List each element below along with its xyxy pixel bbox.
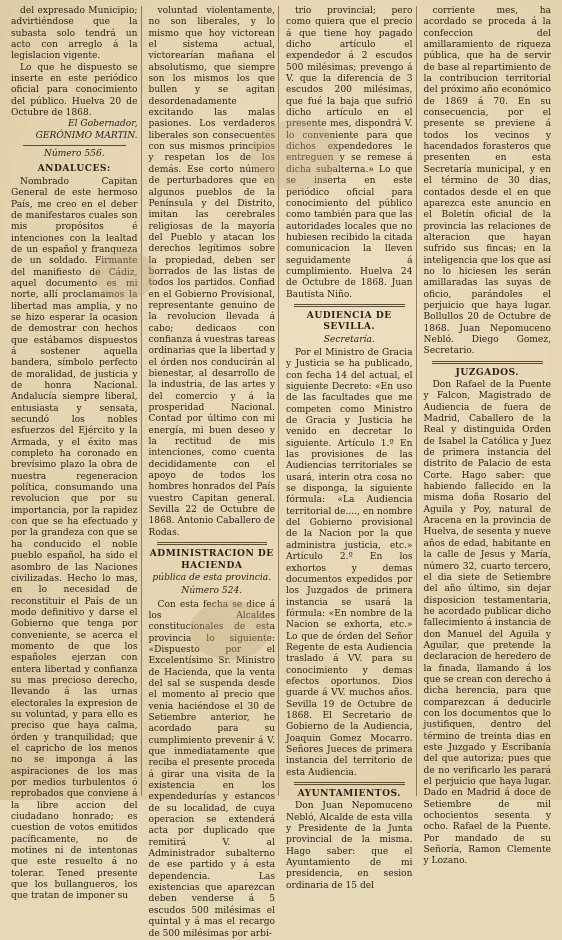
section-number: Número 556. [43,149,105,160]
signature-title: El Gobernador, [67,119,138,130]
body-text: Con esta fecha se dice á los Alcaldes constitucionales de esta provincia lo siguiente: «Dispuesto por el Excelentísimo Sr. Ministro de Hacienda, que la venta del sal se suspenda desde el momento al precio que venia haciéndose el 30 de Setiembre anterior, he acordado para su cumplimiento prevenir á V. que inmediatamente que reciba el presente proceda á girar una visita de la existencia en los expendedurías y estancos de su localidad, de cuya operacion se extenderá acta por duplicado que remitirá V. al Administrador subalterno de ese partido y á esta dependencia. Las existencias que aparezcan deben venderse á 5 escudos 500 milésimas el quintal y á mas el recargo de 500 milésimas por arbi- [148,599,275,939]
column-2 [146,6,280,939]
section-heading: AUDIENCIA DE SEVILLA. [306,309,392,333]
divider [23,145,126,146]
column-4 [421,6,555,867]
body-text: trio provincial; pero como quiera que el precio á que tiene hoy pagado dicho artículo el expendedor á 2 escudos 500 milésimas; prevengo á V. que la diferencia de 3 escudos 200 milésimas, que fué la baja que sufrió dicho artículo en el presente mes, dispondrá V. lo conveniente para que dichos expendedores le entreguen y se remese á dicha subalterna.» Lo que se inserta en este periódico oficial para conocimiento del público como también para que las autoridades locales que no hubiesen recibido la citada comunicacion la lleven seguidamente á cumplimiento. Huelva 24 de Octubre de 1868. Juan Bautista Niño. [286,6,413,300]
column-1 [8,6,142,902]
body-text: voluntad violentamente, no son liberales, y lo mismo que hoy victorean el sistema actual, victorearían mañana el absolutismo, que siempre son los mismos los que bullen y se agitan desordenadamente excitando las malas pasiones. Los verdaderos liberales son consecuentes con sus mismos principios y respetan los de los demás. Ese corto número de perturbadores que en algunos pueblos de la Península y del Distrito, imitan las cerebrales religiosas de la mayoría del Pueblo y atacan los derechos legítimos sobre la propiedad, deben ser borrados de las listas de todos los partidos. Confiad en el Gobierno Provisional, representante genuino de la revolucion llevada á cabo; dedicaos con confianza á vuestras tareas ordinarias que la libertad y el órden nos conducirán al bienestar, al desarrollo de la industria, de las artes y del comercio y á la prosperidad Nacional. Contad por último con mi energía, mi buen deseo y la rectitud de mis intenciones, como cuenta decididamente con el apoyo de todos los hombres honrados del País vuestro Capitan general. Sevilla 22 de Octubre de 1868. Antonio Caballero de Rodas. [148,6,275,538]
intro-text: del expresado Municipio; advirtiéndose que la subasta solo tendrá un acto con arreglo á la legislacion vigente. [11,6,138,62]
divider [432,361,544,364]
body-text: corriente mes, ha acordado se proceda á la confeccion del amillaramiento de riqueza pública, que ha de servir de base al repartimiento de la contribucion territorial del próximo año económico de 1869 á 70. En su consecuencia, por el presente se previene á todos los vecinos y hacendados forasteros que presenten en esta Secretaría municipal, y en el término de 30 dias, contados desde el en que aparezca este anuncio en el Boletín oficial de la provincia las relaciones de alteracion que hayan sufrido sus fincas; en la inteligencia que los que así no lo hiciesen les serán amillaradas las suyas de oficio, parándoles el perjuicio que haya lugar. Bollullos 20 de Octubre de 1868. Juan Nepomuceno Nebló. Diego Gomez, Secretario. [423,6,551,357]
section-heading: ADMINISTRACION DE HACIENDA [149,548,274,571]
section-subheading: Secretaría. [323,334,375,345]
body-text: Don Juan Nepomuceno Nebló, Alcalde de esta villa y Presidente de la Junta provincial de la misma. Hago saber: que el Ayuntamiento de mi presidencia, en sesion ordinaria de 15 del [286,801,413,891]
body-text: Por el Ministro de Gracia y Justicia se ha publicado, con fecha 14 del actual, el siguiente Decreto: «En uso de las facultades que me competen como Ministro de Gracia y Justicia he venido en decretar lo siguiente. Artículo 1.º En las provisiones de las Audiencias territoriales se usará, interin otra cosa no se disponga, la siguiente fórmula: «La Audiencia territorial de...., en nombre del Gobierno provisional de la Nacion por la que administra justicia, etc.» Artículo 2.º En los exhortos y demas documentos expedidos por los Juzgados de primera instancia se usará la fórmula: «En nombre de la Nacion se exhorta, etc.» Lo que de órden del Señor Regente de esta Audiencia traslado á VV. para su conocimiento y demas efectos oportunos. Dios guarde á VV. muchos años. Sevilla 19 de Octubre de 1868. El Secretario de Gobierno de la Audiencia, Joaquin Gomez Mocarro. Señores Jueces de primera instancia del territorio de esta Audiencia. [286,347,413,778]
column-3 [283,6,417,891]
section-heading: JUZGADOS. [455,366,519,378]
section-number: Número 524. [181,586,243,597]
body-text: Nombrado Capitan General de este hermoso País, me creo en el deber de manifestaros cuales son mis propósitos é intenciones con la lealtad de un español y franqueza de un soldado. Firmante del manifiesto de Cádiz, aquel documento es mi norte, allí proclamamos la libertad mas amplia, y no se hizo esperar la ocasion de demostrar con hechos que estábamos dispuestos á sostener aquella bandera, símbolo perfecto de moralidad, de justicia y de honra Nacional. Andalucía siempre liberal, entusiasta y sensata, secundó los nobles esfuerzos del Ejército y la Armada, y el éxito mas completo ha coronado en brevísimo plazo la obra de nuestra regeneracion política, consumando una revolucion que por su importancia, por la rapidez con que se ha efectuado y por la grandeza con que se ha conducido el noble pueblo español, ha sido el asombro de las Naciones civilizadas. Hecho lo mas, en lo necesidad de reconstituir el País de un modo definitivo y darse el Gobierno que tenga por conveniente, se acerca el momento de que los españoles ejerzan con entera libertad y confianza su mas precioso derecho, llevando á las urnas electorales la expresion de su voluntad, y para ello es preciso que haya calma, órden y tranquilidad; que el capricho de los menos no se imponga á las aspiraciones de los mas por medios turbulentos ó reprobados que conviene á la libre accion del ciudadano honrado; es cuestion de votos emitidos pacíficamente, no de motines ni de intentonas que este resuelto á no tolerar. Tened presente que los bullangueros, los que tratan de imponer su [11,176,138,902]
notice-text: Lo que he dispuesto se inserte en este periódico oficial para conocimiento del público. Huelva 20 de Octubre de 1868. [11,62,138,119]
body-text: Don Rafael de la Puente y Falcon, Magistrado de Audiencia de fuera de Madrid, Caballero de la Real y distinguida Orden de Isabel la Católica y Juez de primera instancia del distrito de Palacio de esta Corte. Hago saber: que habiendo fallecido en la misma doña Rosario del Aguila y Poy, natural de Aracena en la provincia de Huelva, de sesenta y nueve años de edad, habitante en la calle de Jesus y María, número 32, cuarto tercero, el dia siete de Setiembre del año último, sin dejar disposicion testamentaria, he acordado publicar dicho fallecimiento á instancia de don Manuel del Aguila y Aguilar, que pretende la declaracion de heredero de la finada, llamando á los que se crean con derecho á dicha herencia, para que comparezcan á deducirle con los documentos que lo justifiquen, dentro del término de treinta dias en este Juzgado y Escribanía del que autoriza; pues que de no verificarlo les parará el perjuicio que haya lugar. Dado en Madrid á doce de Setiembre de mil ochocientos sesenta y ocho. Rafael de la Puente. Por mandado de su Señoría, Ramon Clemente y Lozano. [423,380,551,867]
signature-name: GERÓNIMO MARTIN. [35,130,138,141]
section-heading: AYUNTAMIENTOS. [297,788,401,800]
section-subheading: pública de esta provincia. [152,572,272,583]
divider [294,304,405,307]
section-heading: ANDALUCES: [37,163,111,175]
divider [294,782,405,785]
divider [157,542,268,545]
